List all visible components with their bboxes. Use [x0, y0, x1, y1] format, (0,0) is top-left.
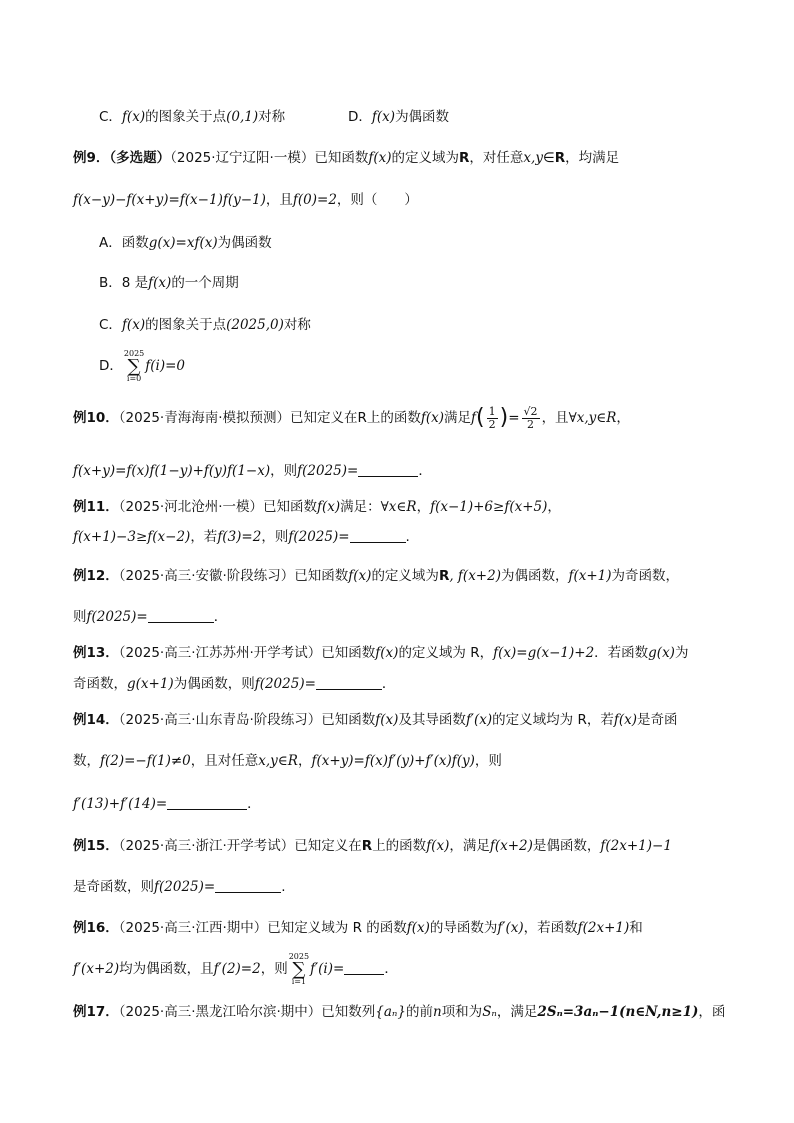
ex8-option-c: C．f(x)的图象关于点(0,1)对称: [99, 109, 286, 125]
answer-blank[interactable]: [316, 675, 382, 690]
ex9-stem-line1: 例9．（多选题）（2025·辽宁辽阳·一模）已知函数f(x)的定义域为R，对任意x,y∈R，均满足: [73, 150, 620, 166]
ex12-stem-line1: 例12．（2025·高三·安徽·阶段练习）已知函数f(x)的定义域为R, f(x+2)为偶函数，f(x+1)为奇函数，: [73, 568, 680, 584]
ex10-stem-line1: 例10．（2025·青海海南·模拟预测）已知定义在R上的函数f(x)满足f( $\frac{1}{2}$ )= $\frac{√2}{2}$ ，且∀x,y∈R，: [73, 404, 630, 431]
ex14-stem-line1: 例14．（2025·高三·山东青岛·阶段练习）已知函数f(x)及其导函数f′(x)的定义域均为 R，若f(x)是奇函: [73, 712, 678, 728]
ex17-stem-line1: 例17．（2025·高三·黑龙江哈尔滨·期中）已知数列{aₙ}的前n项和为Sₙ，满足2Sₙ=3aₙ−1(n∈N,n≥1)，函: [73, 1004, 726, 1020]
ex16-stem-line1: 例16．（2025·高三·江西·期中）已知定义域为 R 的函数f(x)的导函数为f′(x)，若函数f(2x+1)和: [73, 920, 643, 936]
ex15-stem-line2: 是奇函数，则f(2025)= .: [73, 879, 286, 895]
ex14-stem-line3: f′(13)+f′(14)= ．: [73, 796, 261, 812]
answer-blank[interactable]: [358, 462, 418, 477]
ex9-option-a: A．函数g(x)=xf(x)为偶函数: [99, 235, 272, 251]
ex9-option-d: D． 2025 ∑ i=0 f(i)=0: [99, 348, 186, 383]
ex9-option-b: B．8 是f(x)的一个周期: [99, 275, 239, 291]
summation-symbol: 2025 ∑ i=1: [288, 951, 310, 986]
ex9-stem-line2: f(x−y)−f(x+y)=f(x−1)f(y−1)，且f(0)=2，则（ ）: [73, 192, 418, 208]
answer-blank[interactable]: [350, 528, 406, 543]
ex11-stem-line1: 例11．（2025·河北沧州·一模）已知函数f(x)满足：∀x∈R，f(x−1)+6≥f(x+5)，: [73, 499, 561, 515]
ex9-option-c: C．f(x)的图象关于点(2025,0)对称: [99, 317, 311, 333]
fraction-sqrt2-over-2: $\frac{√2}{2}$: [523, 404, 538, 431]
answer-blank[interactable]: [167, 795, 247, 810]
summation-symbol: 2025 ∑ i=0: [123, 348, 145, 383]
answer-blank[interactable]: [344, 960, 384, 975]
ex13-stem-line1: 例13．（2025·高三·江苏苏州·开学考试）已知函数f(x)的定义域为 R，f(x)=g(x−1)+2．若函数g(x)为: [73, 645, 689, 661]
answer-blank[interactable]: [148, 608, 214, 623]
ex8-option-d: D．f(x)为偶函数: [348, 109, 450, 125]
answer-blank[interactable]: [215, 878, 281, 893]
ex12-stem-line2: 则f(2025)= ．: [73, 609, 228, 625]
ex14-stem-line2: 数，f(2)=−f(1)≠0，且对任意x,y∈R，f(x+y)=f(x)f′(y)+f′(x)f(y)，则: [73, 753, 502, 769]
ex15-stem-line1: 例15．（2025·高三·浙江·开学考试）已知定义在R上的函数f(x)，满足f(x+2)是偶函数，f(2x+1)−1: [73, 838, 672, 854]
ex13-stem-line2: 奇函数，g(x+1)为偶函数，则f(2025)= ．: [73, 676, 396, 692]
fraction-one-half: $\frac{1}{2}$: [488, 404, 496, 431]
ex16-stem-line2: f′(x+2)均为偶函数，且f′(2)=2，则 2025 ∑ i=1 f′(i)= ．: [73, 951, 398, 986]
ex10-stem-line2: f(x+y)=f(x)f(1−y)+f(y)f(1−x)，则f(2025)= ．: [73, 463, 432, 479]
ex11-stem-line2: f(x+1)−3≥f(x−2)，若f(3)=2，则f(2025)= .: [73, 529, 410, 545]
